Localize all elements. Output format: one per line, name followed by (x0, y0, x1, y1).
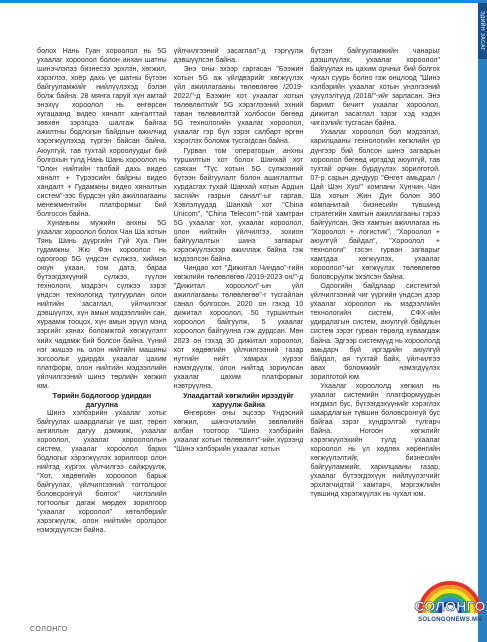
article-column-3 (310, 47, 440, 620)
section-heading: Төрийн бодлогоор удирдан дагуулна (52, 390, 152, 409)
paragraph: Гурван том операторын анхны туршилтын хот болох Шанхай хот саяхан "Түс хотын 5G сүлжээний бүтээн байгуулалт болон ашиглалтыг хурдасгах тухай Шанхай хотын Ардын засгийн газрын санал"-ыг гаргав. Хэвлэлүүдэд Шанхай хот "China Unicom", "China Telecom"-той хамтран 5G ухаалаг хот, ухаалаг хороолол, олон нийтийн үйлчилгээ, зохион байгуулалтын шинэ загварыг хэрэгжүүлэхээр ажиллаж байна гэж мэдээлсэн байна. (173, 146, 304, 264)
paragraph: Хунаньны мужийн анхны 5G ухаалаг хороолол болох Чан Ша хотын Тянь Шинь дүүргийн Гүй Хуа Пин гудамжны Жю Фэн хороолол нь одоогоор 5G үндсэн сүлжээ, хиймэл оюун ухаан, том дата, бараа бүтээгдэхүүний сүлжээ, гүүлэн технологи, мэдрэгч сүлжээ зэрэг үндсэн технологид тулгуурлан олон нийтийн засаглал, үйлчилгээг дэвшүүлэх, хүн амын мэдээллийн сан, хураамж тооцох, хүн амын эрүүл мэнд зэргийг хянах боломжтой хөгжүүлэлт хийх чадамж бий болсон байна. Үүний нэг жишээ нь олон нийтийн машины зогсоолыг удирдах ухаалаг цахим платформ, олон нийтийн мэдээллийн үйлчилгээний шинэ төрлийн хөгжил юм. (37, 218, 167, 390)
section-tab (478, 3, 487, 59)
paragraph: үйлчилгээний засаглал"-д тэргүүлж дэвшүүлсэн байна. (173, 47, 304, 65)
paragraph: Өнгөрсөн оны эцсээр Үндэсний хөгжил, шинэчлэлийн зөвлөлийн албан тоотоор "Шинэ хэлбэрийн ухаалаг хотын төлөвлөлт"-ийн хүрээнд "Шинэ хэлбэрийн ухаалаг хотын (173, 408, 304, 454)
paragraph: болох Нань Гуан хороолол нь 5G ухаалаг хороолол болон анхан шатны шинэчлэлээ бизнесээ эрхлэн, хөгжил, хэрэглээ, хоёр дахь үе шатны бүтээн байгууламжийг нийлүүлэхэд бэлэн болж байна. 28 мянга гаруй хүн амтай энэхүү хороолол нь өнгөрсөн хугацаанд видео хяналт хангалттай зөвхөн зэрэгцээ шалгаж байгаа ажилтны бодлогын байдлын ажилчид хэрэгжүүлэхэд түргэн байсан байна. Аюулгүй, тав тухтай хороолуудыг бий болгохын тулд Нань Шань хороолол нь "Олон нийтийн талбай дахь видео хяналт + Түрээсийн байрны видео хандалт + Гудамжны видео хяналтын систем"-ээс бүрдсэн үйл ажиллагааны менежментийн платформыг бий болгосон байна. (37, 47, 167, 218)
logo-wordmark: СОЛОНГО (414, 598, 486, 614)
article-column-1 (37, 47, 167, 620)
article-column-2 (174, 47, 304, 620)
section-tab-label: ЭДИЙН ЗАСАГ (479, 10, 486, 52)
article-body (37, 47, 440, 620)
section-heading: Улаадагтай хөгжлийн ирээдүйг харуулж байна (183, 390, 294, 409)
solongo-logo (413, 567, 487, 633)
paragraph: Чиндао хот "Дижитал Чиндао"-гийн хөгжлийн төлөвлөгөө /2019-2023 он/"-д "Дижитал хороолол"-ын үйл ажиллагааны төлөвлөгөө"-г тусгайлан санал болгосон. 2020 он гэхэд 10 дижитал хороолол, 50 туршилтын хороолол байгуулж, 5 ухаалаг хороолол байгуулна гэж дурдсан. Мөн 2023 он гэхэд 30 дижитал хороолол, хот хөдөөгийн үйлчилгээний газар нутгийн нийт хамрах хүрээг нэмэгдүүлж, олон нийтэд зориулсан ухаалаг цахим платформыг нэвтрүүлнэ. (173, 264, 304, 390)
paragraph: Ухаалаг хороолол бол мэдээлэл, харилцааны технологийн хөгжлийн үр дүнгээр бий болсон шинэ загварын хороолол бөгөөд иргэдэд аюулгүй, тав тухтай орчин бүрдүүлэх зорилготой. 07-р сарын дундуур "Өнгөт амьдрал /Цай Шэн Хуо/" компани Хүнчин Чан Ша хотын Жин Дун болон 360 компанитай бизнесийн түвшинд стратегийн хамтын ажиллагааны гэрээ байгуулсан. Энэ хамтын ажиллагаа нь "Хороолол + логистик", "Хороолол + аюулгүй байдал", "Хороолол + технологи" гэсэн гурван загварыг хамтдаа хөгжүүлэх, ухаалаг хороолол"-ыг хөгжүүлэх төлөвлөгөө боловсруулж эхэлсэн байна. (310, 128, 441, 282)
top-accent-bar (0, 0, 487, 3)
paragraph: Шинэ хэлбэрийн ухаалаг хотыг байгуулах шаардлагыг үе шат, төрөл ангиллын дагуу дэмжиж, ухаалаг хороолол, ухаалаг хороололлын систем, ухаалаг хороолол барих бодлогыг хэрэгжүүлэх зорилгоор олон нийтэд хүргэх үйлчилгээ сайжруулж, "Хот, хөдөөгийн хороолол барьж байгуулах, үйлчилгээний тогтолцоог боловсронгуй болгох" чиглэлийн тогтоолыг дагаж мөрдөх зорилгоор "ухаалаг хороолол" хөтөлбөрийг хэрэгжүүлж, олон нийтийн оролцоог нэмэгдүүлсэн байна. (37, 408, 167, 535)
paragraph: Ухаалаг хороололд хөгжил нь ухаалаг системийн платформуудын нэгдмэл бус, бүтээгдэхүүнийг хэрэглэх шаардлагын түвшин боловсронгуй бус байгаа зэрэг хүндрэлтэй тулгарч байна. Ногоон хөгжлийг хэрэгжүүлэхийн тулд ухаалаг хороолол нь үл хөдлөх хөрөнгийн хөгжүүлэлтийг, бизнесийн байгууламжийг, харилцааны газар, ухаалаг бүтээгдэхүүн нийлүүлэгчийг эрхлэгчидтэй хамтарч, мэргэжлийн түвшинд хэрэгжүүлэх нь чухал юм. (310, 381, 441, 499)
paragraph: Одоогийн байдлаар системтэй үйлчилгээний чиг үүргийн үндсэн дээр ухаалаг хороолол нь мэдээллийн технологийн систем, СФХ-ийн удирдлагын систем, аюулгүй байдлын систем зэрэг гурван төрөлд хуваагдаж байна. Эдгээр системүүд нь хороололд амьдарч буй иргэдийн аюулгүй байдал, ая тухтай байх, үйлчилгээ авах боломжийг нэмэгдүүлэх зорилготой юм. (310, 282, 441, 381)
logo-site: SOLONGONEWS.MN (418, 617, 482, 623)
footer-section-label: СОЛОНГО (30, 626, 68, 633)
side-section-strip (478, 0, 487, 642)
paragraph: бүтээн байгууламжийн чанарыг дээшлүүлэх, ухаалаг хороолол" байгуулах нь цахим орчныг бий болгох чухал суурь болно гэж онцлоод "Шинэ хэлбэрийн ухаалаг хотын үнэлгээний үзүүлэлтүүд /2018/"-ийг зарласан. Энэ баримт бичигт ухаалаг хороолол, дижитал засаглал зэрэг хэд хэдэн чиглэлийг тусгасан байна. (310, 47, 441, 128)
paragraph: Энэ оны эхээр гаргасан "Бээжин хотын 5G аж үйлдвэрийг хөгжүүлэх үйл ажиллагааны төлөвлөгөө /2019-2022/"-д Бээжин хот ухаалаг хотын төлөвлөлтийг 5G хэрэглээний эхний таван төлөвлөлтэй холбосон бөгөөд 5G технологийн ухаалаг хороолол, ухаалаг гэр бүл зэрэг салбарт өргөн хэрэглэх боломж тусгагдсан байна. (173, 65, 304, 146)
